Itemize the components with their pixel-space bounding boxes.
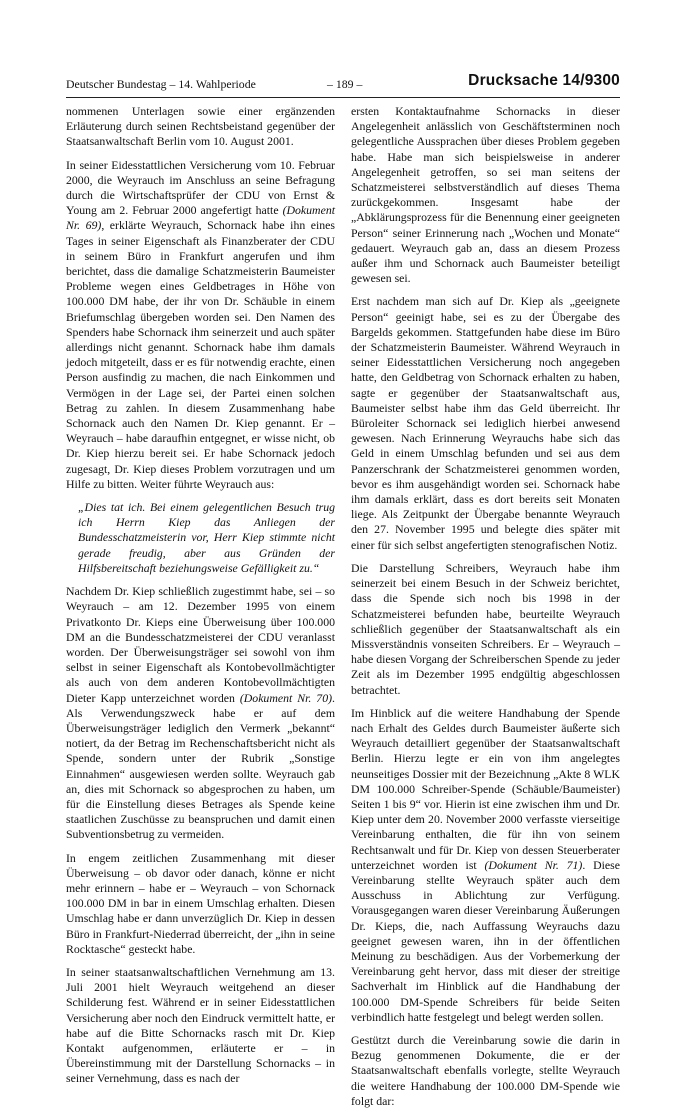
paragraph-text: , erklärte Weyrauch, Schornack habe ihn eines Tages in seiner Eigenschaft als Finanzberater der CDU in seinem Büro in Frankfurt angerufen und ihm berichtet, dass die damalige Schatzmeisterin Baumeister Probleme wegen eines Geldbetrages in Höhe von 100.000 DM habe, der ihr von Dr. Schäuble in einem Briefumschlag übergeben worden sei. Den Namen des Spenders habe Schornack ihm seinerzeit und auch später allerdings nicht genannt. Schornack habe ihm damals jedoch mitgeteilt, dass er es für notwendig erachte, einen Person ausfindig zu machen, die nach Einkommen und Vermögen in der Lage sei, der Partei einen solchen Betrag zu zahlen. In diesem Zusammenhang habe Schornack auch den Namen Dr. Kiep genannt. Er – Weyrauch – habe daraufhin entgegnet, er wisse nicht, ob Dr. Kiep hierzu bereit sei. Er habe Schornack jedoch zugesagt, Dr. Kiep dieses Problem vorzutragen und um Hilfe zu bitten. Weiter führte Weyrauch aus:: [66, 218, 335, 491]
right-column: [351, 104, 620, 1117]
paragraph: [66, 584, 335, 842]
paragraph-text: . Als Verwendungszweck habe er auf dem Überweisungsträger lediglich den Vermerk „bekannt“ notiert, da der Betrag im Rechenschaftsbericht nicht als Spende, sondern unter der Rubrik „Sonstige Einnahmen“ ausgewiesen werden sollte. Weyrauch gab an, dies mit Schornack so abgesprochen zu haben, um für die Einstellung dieses Betrages als Spende keine staatlichen Zuschüsse zu beanspruchen und damit einen Subventionsbetrug zu vermeiden.: [66, 690, 335, 842]
paragraph: [66, 158, 335, 492]
page-number: – 189 –: [327, 77, 363, 91]
paragraph: Erst nachdem man sich auf Dr. Kiep als „geeignete Person“ geeinigt habe, sei es zu der Übergabe des Bargelds gekommen. Stattgefunden habe diese im Büro der Schatzmeisterin Baumeister. Während Weyrauch in seiner Eidesstattlichen Versicherung noch angegeben hatte, den Geldbetrag von Schornack erhalten zu haben, sagte er gegenüber der Staatsanwaltschaft aus, Baumeister selbst habe ihm das Geld überreicht. Ihr Büroleiter Schornack sei lediglich hierbei anwesend gewesen. Nach Erinnerung Weyrauchs habe sich das Geld in einem Umschlag befunden und sei aus dem Panzerschrank der Schatzmeisterei genommen worden, bevor es ihm ausgehändigt worden sei. Schornack habe ihm damals erklärt, dass es dort bereits seit Monaten liege. Als Zeitpunkt der Übergabe benannte Weyrauch den 27. November 1995 und belegte dies später mit einer für sich selbst angefertigten stenografischen Notiz.: [351, 294, 620, 552]
paragraph-text: Im Hinblick auf die weitere Handhabung der Spende nach Erhalt des Geldes durch Baumeister äußerte sich Weyrauch detailliert gegenüber der Staatsanwaltschaft Berlin. Hierzu legte er ein von ihm angelegtes neunseitiges Dossier mit der Bezeichnung „Akte 8 WLK DM 100.000 Schreiber-Spende (Schäuble/Baumeister) Seiten 1 bis 9“ vor. Hierin ist eine zwischen ihm und Dr. Kiep unter dem 20. November 2000 verfasste vierseitige Vereinbarung enthalten, die für ihn von seinem Rechtsanwalt und für Dr. Kiep von dessen Steuerberater unterzeichnet worden ist: [351, 705, 620, 872]
paragraph-text: In seiner Eidesstattlichen Versicherung vom 10. Februar 2000, die Weyrauch im Anschluss an seine Befragung durch die Wirtschaftsprüfer der CDU von Ernst & Young am 2. Februar 2000 angefertigt hatte: [66, 157, 335, 218]
document-reference: (Dokument Nr. 71): [484, 857, 583, 872]
paragraph: [351, 706, 620, 1025]
header-rule: [66, 97, 620, 98]
paragraph-text: . Diese Vereinbarung stellte Weyrauch später auch dem Ausschuss in Ablichtung zur Verfügung. Vorausgegangen waren dieser Vereinbarung Äußerungen Dr. Kieps, die, nach Auffassung Weyrauchs dazu geeignet gewesen waren, ihn in der öffentlichen Meinung zu beschädigen. Aus der Vorbemerkung der Vereinbarung geht hervor, dass mit dieser der streitige Sachverhalt im Hinblick auf die Handhabung der 100.000 DM-Spende Schreibers für beide Seiten verbindlich hatte festgelegt und belegt werden sollen.: [351, 857, 620, 1024]
paragraph: ersten Kontaktaufnahme Schornacks in dieser Angelegenheit anlässlich von Geschäftsterminen noch gelegentliche Aussprachen über dieses Problem gegeben habe. Habe man sich beispielsweise in anderer Angelegenheit getroffen, so sei man seitens der Schatzmeisterei selbstverständlich auf dieses Thema zurückgekommen. Insgesamt habe der „Abklärungsprozess für die Benennung einer geeigneten Person“ seiner Erinnerung nach „Wochen und Monate“ gedauert. Weyrauch gab an, dass an diesem Prozess außer ihm und Schornack auch Baumeister beteiligt gewesen sei.: [351, 104, 620, 286]
document-reference: (Dokument Nr. 69): [66, 203, 335, 233]
paragraph: In seiner staatsanwaltschaftlichen Vernehmung am 13. Juli 2001 hielt Weyrauch weitgehend an dieser Schilderung fest. Während er in seiner Eidesstattlichen Versicherung aber noch den Eindruck vermittelt hatte, er habe auf die Bitte Schornacks rasch mit Dr. Kiep Kontakt aufgenommen, erläuterte er – in Übereinstimmung mit der Darstellung Schornacks – in seiner Vernehmung, dass es nach der: [66, 964, 335, 1086]
page-header: [66, 72, 620, 94]
paragraph: Gestützt durch die Vereinbarung sowie die darin in Bezug genommenen Dokumente, die er der Staatsanwaltschaft ebenfalls vorlegte, stellte Weyrauch die weitere Handhabung der 100.000 DM-Spende wie folgt dar:: [351, 1032, 620, 1108]
left-column: [66, 104, 335, 1095]
document-number: Drucksache 14/9300: [468, 72, 620, 89]
header-publication: Deutscher Bundestag – 14. Wahlperiode: [66, 77, 256, 91]
paragraph: nommenen Unterlagen sowie einer ergänzenden Erläuterung durch seinen Rechtsbeistand gegenüber der Staatsanwaltschaft Berlin vom 10. August 2001.: [66, 104, 335, 149]
block-quote: „Dies tat ich. Bei einem gelegentlichen Besuch trug ich Herrn Kiep das Anliegen der Bundesschatzmeisterin vor, Herr Kiep stimmte nicht gerade freudig, aber aus Gründen der Hilfsbereitschaft beziehungsweise Gefälligkeit zu.“: [78, 500, 335, 575]
paragraph: In engem zeitlichen Zusammenhang mit dieser Überweisung – ob davor oder danach, könne er nicht mehr erinnern – habe er – Weyrauch – von Schornack 100.000 DM in bar in einem Umschlag erhalten. Diesen Umschlag habe er dann unverzüglich Dr. Kiep in dessen Büro in Frankfurt-Niederrad überreicht, der „ihn in seine Rocktasche“ gesteckt habe.: [66, 850, 335, 956]
document-reference: (Dokument Nr. 70): [239, 690, 333, 705]
paragraph: Die Darstellung Schreibers, Weyrauch habe ihm seinerzeit bei einem Besuch in der Schweiz berichtet, dass die Spende sich noch bis 1998 in der Schatzmeisterei befunden habe, beurteilte Weyrauch schließlich gegenüber der Staatsanwaltschaft als ein Missverständnis vonseiten Schreibers. Er – Weyrauch – habe diesen Vorgang der Schreiberschen Spende zu jeder Zeit als im Dezember 1995 endgültig abgeschlossen betrachtet.: [351, 560, 620, 697]
paragraph-text: Nachdem Dr. Kiep schließlich zugestimmt habe, sei – so Weyrauch – am 12. Dezember 1995 von einem Privatkonto Dr. Kieps eine Überweisung über 100.000 DM an die Bundesschatzmeisterei der CDU veranlasst worden. Der Überweisungsträger sei sowohl von ihm selbst in seiner Eigenschaft als Kontobevollmächtigter als auch von dem anderen Kontobevollmächtigten Dieter Kapp unterzeichnet worden: [66, 584, 335, 705]
